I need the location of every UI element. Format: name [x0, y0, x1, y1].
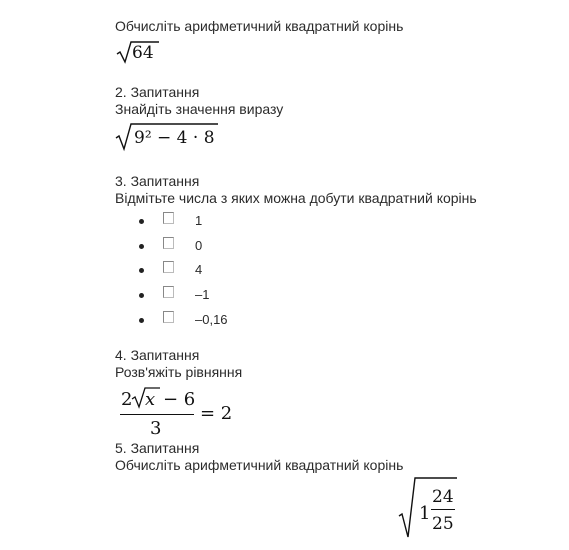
bullet — [139, 318, 144, 323]
q2-radicand: 9² − 4 · 8 — [134, 128, 215, 148]
q4-question: Розв'яжіть рівняння — [115, 364, 243, 380]
checkbox[interactable] — [163, 212, 174, 224]
q5-fraction-bar — [431, 509, 455, 510]
q4-numerator-coef: 2 — [121, 389, 133, 410]
checkbox[interactable] — [163, 311, 174, 323]
bullet — [139, 219, 144, 224]
q4-rhs: = 2 — [200, 403, 233, 424]
q2-question: Знайдіть значення виразу — [115, 101, 284, 117]
q4-denominator: 3 — [150, 418, 162, 439]
q1-question: Обчисліть арифметичний квадратний корінь — [115, 18, 404, 34]
q2-heading: 2. Запитання — [115, 84, 200, 100]
q4-fraction-bar — [120, 414, 194, 415]
option-label: –1 — [195, 287, 210, 302]
q5-frac-den: 25 — [432, 514, 454, 534]
q3-heading: 3. Запитання — [115, 173, 200, 189]
option-label: 1 — [195, 213, 203, 228]
option-label: 4 — [195, 262, 203, 277]
bullet — [139, 293, 144, 298]
checkbox[interactable] — [163, 237, 174, 249]
checkbox[interactable] — [163, 261, 174, 273]
option-label: 0 — [195, 238, 203, 253]
q4-numerator-rest: − 6 — [163, 389, 196, 410]
q4-heading: 4. Запитання — [115, 347, 200, 363]
option-label: –0,16 — [195, 312, 228, 327]
bullet — [139, 244, 144, 249]
q5-whole: 1 — [419, 503, 431, 524]
checkbox[interactable] — [163, 286, 174, 298]
q4-variable: x — [145, 389, 156, 410]
q5-frac-num: 24 — [432, 487, 454, 507]
q3-question: Відмітьте числа з яких можна добути квадратний корінь — [115, 190, 477, 206]
q1-radicand: 64 — [132, 43, 154, 63]
q5-heading: 5. Запитання — [115, 440, 200, 456]
bullet — [139, 268, 144, 273]
q5-question: Обчисліть арифметичний квадратний корінь — [115, 457, 404, 473]
